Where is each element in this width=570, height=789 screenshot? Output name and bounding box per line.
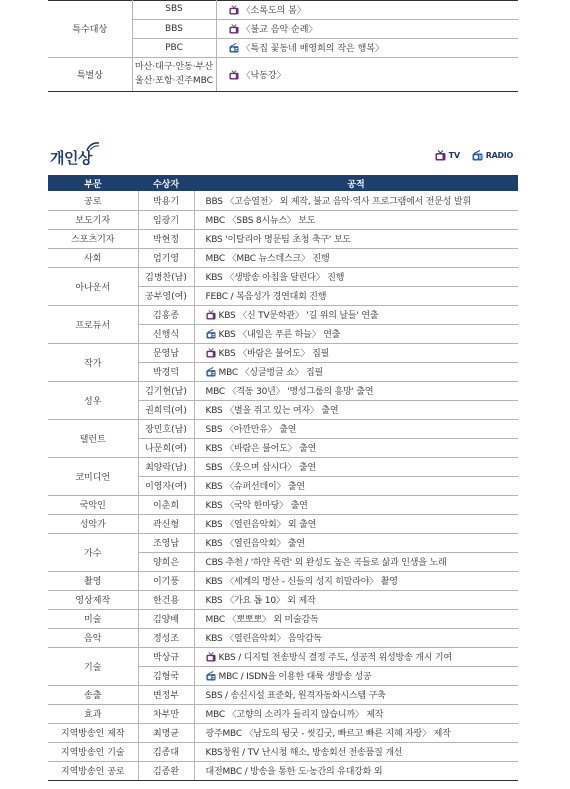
individual-awards-table [48, 175, 518, 781]
radio-icon [206, 367, 216, 377]
row-achievement [194, 305, 518, 324]
special-program-title: 〈특집 꽃동네 배영희의 작은 행복〉 [241, 44, 384, 54]
special-org: BBS [132, 19, 216, 38]
row-category: 사회 [48, 248, 138, 267]
row-winner: 신행식 [138, 324, 194, 343]
row-category: 지역방송인 기술 [48, 742, 138, 761]
row-winner: 양희은 [138, 552, 194, 571]
row-category: 송출 [48, 685, 138, 704]
row-achievement [194, 362, 518, 381]
row-achievement-text: 대전MBC / 방송을 통한 도·농간의 유대강화 외 [205, 767, 383, 777]
table-row [48, 229, 518, 248]
table-row [48, 495, 518, 514]
table-row [48, 248, 518, 267]
row-winner: 박상규 [138, 647, 194, 666]
row-achievement-text: BBS 〈고승열전〉 외 제작, 불교 음악·역사 프로그램에서 전문성 발휘 [205, 196, 471, 207]
table-row [48, 419, 518, 438]
row-achievement [194, 533, 518, 552]
title-decoration-icon [86, 141, 100, 151]
table-row [48, 761, 518, 780]
row-winner: 최명균 [138, 723, 194, 742]
tv-icon [206, 310, 216, 320]
row-category: 프로듀서 [48, 305, 138, 343]
row-category: 음악 [48, 628, 138, 647]
row-achievement-text: KBS 〈열린음악회〉 음악감독 [205, 634, 322, 644]
row-achievement [194, 704, 518, 723]
row-achievement [194, 210, 518, 229]
special-org [132, 57, 216, 91]
table-header-row [48, 175, 518, 191]
row-achievement [194, 286, 518, 305]
table-row [48, 571, 518, 590]
special-awards-table [48, 0, 518, 92]
radio-icon [229, 43, 239, 53]
row-winner: 한건용 [138, 590, 194, 609]
row-category: 지역방송인 공로 [48, 761, 138, 780]
special-program-title: 〈낙동강〉 [241, 70, 286, 81]
row-winner: 김종완 [138, 761, 194, 780]
row-achievement [194, 609, 518, 628]
row-achievement [194, 381, 518, 400]
row-achievement [194, 476, 518, 495]
header-achievement: 공적 [194, 175, 518, 191]
row-achievement-text: FEBC / 복음성가 경연대회 진행 [205, 292, 327, 302]
table-row [48, 514, 518, 533]
row-winner: 나문희(여) [138, 438, 194, 457]
row-winner: 변정부 [138, 685, 194, 704]
table-row [48, 609, 518, 628]
row-category: 기술 [48, 647, 138, 685]
row-achievement-text: MBC 〈뽀뽀뽀〉 외 미술감독 [205, 615, 319, 625]
row-winner: 곽신형 [138, 514, 194, 533]
special-row [48, 57, 518, 91]
row-achievement-text: KBS 〈바람은 불어도〉 출연 [205, 444, 317, 454]
row-winner: 이영자(여) [138, 476, 194, 495]
table-row [48, 343, 518, 362]
special-org-line: 마산·대구·안동·부산 [134, 62, 214, 72]
radio-legend-icon [472, 150, 483, 161]
row-achievement-text: KBS / 디지털 전송방식 결정 주도, 성공적 위성방송 개시 기여 [218, 653, 452, 663]
table-row [48, 628, 518, 647]
row-achievement [194, 267, 518, 286]
table-row [48, 191, 518, 210]
row-achievement [194, 723, 518, 742]
row-category: 성악가 [48, 514, 138, 533]
row-achievement [194, 647, 518, 666]
row-winner: 문영남 [138, 343, 194, 362]
row-achievement [194, 666, 518, 685]
row-achievement [194, 324, 518, 343]
tv-legend-label: TV [448, 151, 460, 160]
row-achievement-text: 광주MBC 〈남도의 뒹굿 - 씻김굿, 빠르고 빠른 지혜 자랑〉 제작 [205, 729, 451, 739]
row-winner: 권희덕(여) [138, 400, 194, 419]
row-achievement [194, 457, 518, 476]
row-achievement-text: KBS 〈세계의 명산 - 신들의 성지 히말라야〉 촬영 [205, 577, 398, 587]
row-category: 공로 [48, 191, 138, 210]
row-achievement [194, 514, 518, 533]
row-winner: 조영남 [138, 533, 194, 552]
table-row [48, 723, 518, 742]
radio-icon [206, 329, 216, 339]
table-row [48, 267, 518, 286]
row-achievement [194, 685, 518, 704]
row-winner: 임광기 [138, 210, 194, 229]
row-category: 촬영 [48, 571, 138, 590]
radio-legend-label: RADIO [485, 151, 513, 160]
row-achievement-text: KBS 〈국악 한마당〉 출연 [205, 501, 308, 511]
row-winner: 공부영(여) [138, 286, 194, 305]
row-achievement-text: MBC 〈싱글벙글 쇼〉 집필 [218, 368, 324, 378]
row-winner: 이기풍 [138, 571, 194, 590]
radio-icon [206, 671, 216, 681]
row-achievement-text: KBS 〈열린음악회〉 출연 [205, 539, 305, 549]
row-achievement-text: KBS 〈생방송 아침을 달린다〉 진행 [205, 273, 345, 283]
special-program [216, 38, 518, 57]
row-achievement-text: MBC 〈SBS 8시뉴스〉 보도 [205, 216, 316, 226]
special-org-line: 울산·포항·진주MBC [135, 76, 213, 86]
row-winner: 정성조 [138, 628, 194, 647]
special-row [48, 0, 518, 19]
table-row [48, 457, 518, 476]
table-row [48, 381, 518, 400]
row-achievement-text: KBS 〈내일은 푸른 하늘〉 연출 [218, 330, 341, 340]
special-program-title: 〈소록도의 봄〉 [241, 5, 306, 16]
section-title: 개인상 [50, 149, 92, 167]
row-achievement-text: MBC / ISDN을 이용한 대륙 생방송 성공 [218, 672, 372, 682]
row-category: 보도기자 [48, 210, 138, 229]
special-category: 특수대상 [48, 0, 132, 57]
row-winner: 이춘희 [138, 495, 194, 514]
row-category: 가수 [48, 533, 138, 571]
row-winner: 최양락(남) [138, 457, 194, 476]
table-row [48, 590, 518, 609]
row-winner: 엄기영 [138, 248, 194, 267]
tv-icon [206, 348, 216, 358]
special-program [216, 57, 518, 91]
row-category: 국악인 [48, 495, 138, 514]
row-winner: 김병찬(남) [138, 267, 194, 286]
row-achievement [194, 419, 518, 438]
table-row [48, 742, 518, 761]
row-achievement-text: KBS 〈슈퍼선데이〉 출연 [205, 482, 305, 492]
special-org: PBC [132, 38, 216, 57]
row-winner: 김종대 [138, 742, 194, 761]
media-legend [435, 150, 513, 161]
row-category: 코미디언 [48, 457, 138, 495]
special-program [216, 0, 518, 19]
row-winner: 김형국 [138, 666, 194, 685]
row-achievement [194, 761, 518, 780]
row-achievement [194, 191, 518, 210]
row-category: 미술 [48, 609, 138, 628]
row-category: 효과 [48, 704, 138, 723]
row-achievement [194, 571, 518, 590]
row-winner: 김양배 [138, 609, 194, 628]
table-row [48, 704, 518, 723]
row-achievement [194, 438, 518, 457]
row-achievement-text: KBS 〈별을 쥐고 있는 여자〉 출연 [205, 406, 339, 416]
row-category: 작가 [48, 343, 138, 381]
row-achievement [194, 742, 518, 761]
table-row [48, 647, 518, 666]
row-achievement [194, 229, 518, 248]
row-winner: 박현정 [138, 229, 194, 248]
row-achievement-text: KBS 〈열린음악회〉 외 출연 [205, 520, 317, 530]
row-winner: 장민호(남) [138, 419, 194, 438]
row-category: 지역방송인 제작 [48, 723, 138, 742]
table-row [48, 685, 518, 704]
row-achievement-text: KBS 〈신 TV문학관〉 '길 위의 날들' 연출 [218, 311, 379, 321]
tv-icon [229, 70, 239, 80]
row-achievement-text: MBC 〈MBC 뉴스데스크〉 진행 [205, 254, 330, 264]
row-achievement-text: SBS 〈웃으며 삽시다〉 출연 [205, 463, 316, 473]
row-category: 스포츠기자 [48, 229, 138, 248]
row-achievement [194, 400, 518, 419]
special-org: SBS [132, 0, 216, 19]
row-achievement [194, 248, 518, 267]
row-winner: 김홍종 [138, 305, 194, 324]
row-winner: 차부만 [138, 704, 194, 723]
row-achievement-text: KBS '이탈리아 명문팀 초청 축구' 보도 [205, 235, 351, 245]
row-category: 영상제작 [48, 590, 138, 609]
header-winner: 수상자 [138, 175, 194, 191]
row-category: 아나운서 [48, 267, 138, 305]
table-row [48, 210, 518, 229]
row-achievement [194, 590, 518, 609]
row-achievement [194, 495, 518, 514]
row-achievement-text: CBS 추천 / '하얀 목련' 외 완성도 높은 곡들로 삶과 인생을 노래 [205, 558, 447, 568]
row-achievement [194, 628, 518, 647]
tv-icon [229, 5, 239, 15]
special-program-title: 〈불교 음악 순례〉 [241, 25, 318, 35]
special-category: 특별상 [48, 57, 132, 91]
row-achievement-text: MBC 〈격동 30년〉 '명성그룹의 흥망' 출연 [205, 387, 374, 397]
row-winner: 박용기 [138, 191, 194, 210]
row-winner: 김기현(남) [138, 381, 194, 400]
row-achievement-text: KBS 〈가요 톱 10〉 외 제작 [205, 596, 316, 606]
row-achievement-text: MBC 〈고향의 소리가 들리지 않습니까〉 제작 [205, 710, 384, 720]
row-achievement-text: SBS 〈아깐만유〉 출연 [205, 425, 297, 435]
row-achievement [194, 552, 518, 571]
tv-icon [229, 24, 239, 34]
tv-icon [206, 652, 216, 662]
table-row [48, 305, 518, 324]
row-achievement-text: KBS 〈바람은 불어도〉 집필 [218, 349, 330, 359]
special-program [216, 19, 518, 38]
tv-legend-icon [435, 150, 446, 161]
table-row [48, 533, 518, 552]
row-achievement-text: SBS / 송신시설 표준화, 원격자동화시스템 구축 [205, 691, 386, 701]
row-achievement [194, 343, 518, 362]
row-achievement-text: KBS창원 / TV 난시청 해소, 방송회선 전송품질 개선 [205, 748, 403, 758]
row-category: 탤런트 [48, 419, 138, 457]
header-category: 부문 [48, 175, 138, 191]
row-winner: 박경덕 [138, 362, 194, 381]
row-category: 성우 [48, 381, 138, 419]
